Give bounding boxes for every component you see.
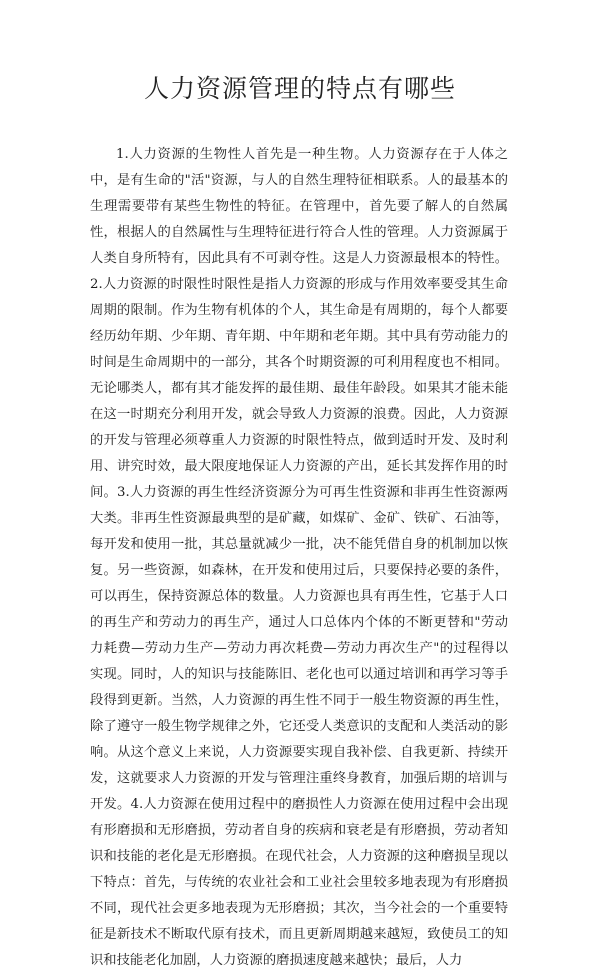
- body-paragraph: 1.人力资源的生物性人首先是一种生物。人力资源存在于人体之中，是有生命的"活"资源，与人的自然生理特征相联系。人的最基本的生理需要带有某些生物性的特征。在管理中，首先要了解人的自然属性，根据人的自然属性与生理特征进行符合人性的管理。人力资源属于人类自身所特有，因此具有不可剥夺性。这是人力资源最根本的特性。2.人力资源的时限性时限性是指人力资源的形成与作用效率要受其生命周期的限制。作为生物有机体的个人，其生命是有周期的，每个人都要经历幼年期、少年期、青年期、中年期和老年期。其中具有劳动能力的时间是生命周期中的一部分，其各个时期资源的可利用程度也不相同。无论哪类人，都有其才能发挥的最佳期、最佳年龄段。如果其才能未能在这一时期充分利用开发，就会导致人力资源的浪费。因此，人力资源的开发与管理必须尊重人力资源的时限性特点，做到适时开发、及时利用、讲究时效，最大限度地保证人力资源的产出，延长其发挥作用的时间。3.人力资源的再生性经济资源分为可再生性资源和非再生性资源两大类。非再生性资源最典型的是矿藏，如煤矿、金矿、铁矿、石油等，每开发和使用一批，其总量就减少一批，决不能凭借自身的机制加以恢复。另一些资源，如森林，在开发和使用过后，只要保持必要的条件，可以再生，保持资源总体的数量。人力资源也具有再生性，它基于人口的再生产和劳动力的再生产，通过人口总体内个体的不断更替和"劳动力耗费—劳动力生产—劳动力再次耗费—劳动力再次生产"的过程得以实现。同时，人的知识与技能陈旧、老化也可以通过培训和再学习等手段得到更新。当然，人力资源的再生性不同于一般生物资源的再生性，除了遵守一般生物学规律之外，它还受人类意识的支配和人类活动的影响。从这个意义上来说，人力资源要实现自我补偿、自我更新、持续开发，这就要求人力资源的开发与管理注重终身教育，加强后期的培训与开发。4.人力资源在使用过程中的磨损性人力资源在使用过程中会出现有形磨损和无形磨损，劳动者自身的疾病和衰老是有形磨损，劳动者知识和技能的老化是无形磨损。在现代社会，人力资源的这种磨损呈现以下特点：首先，与传统的农业社会和工业社会里较多地表现为有形磨损不同，现代社会更多地表现为无形磨损；其次，当今社会的一个重要特征是新技术不断取代原有技术，而且更新周期越来越短，致使员工的知识和技能老化加剧，人力资源的磨损速度越来越快；最后，人力: [90, 147, 508, 968]
- page-title: 人力资源管理的特点有哪些: [143, 74, 456, 103]
